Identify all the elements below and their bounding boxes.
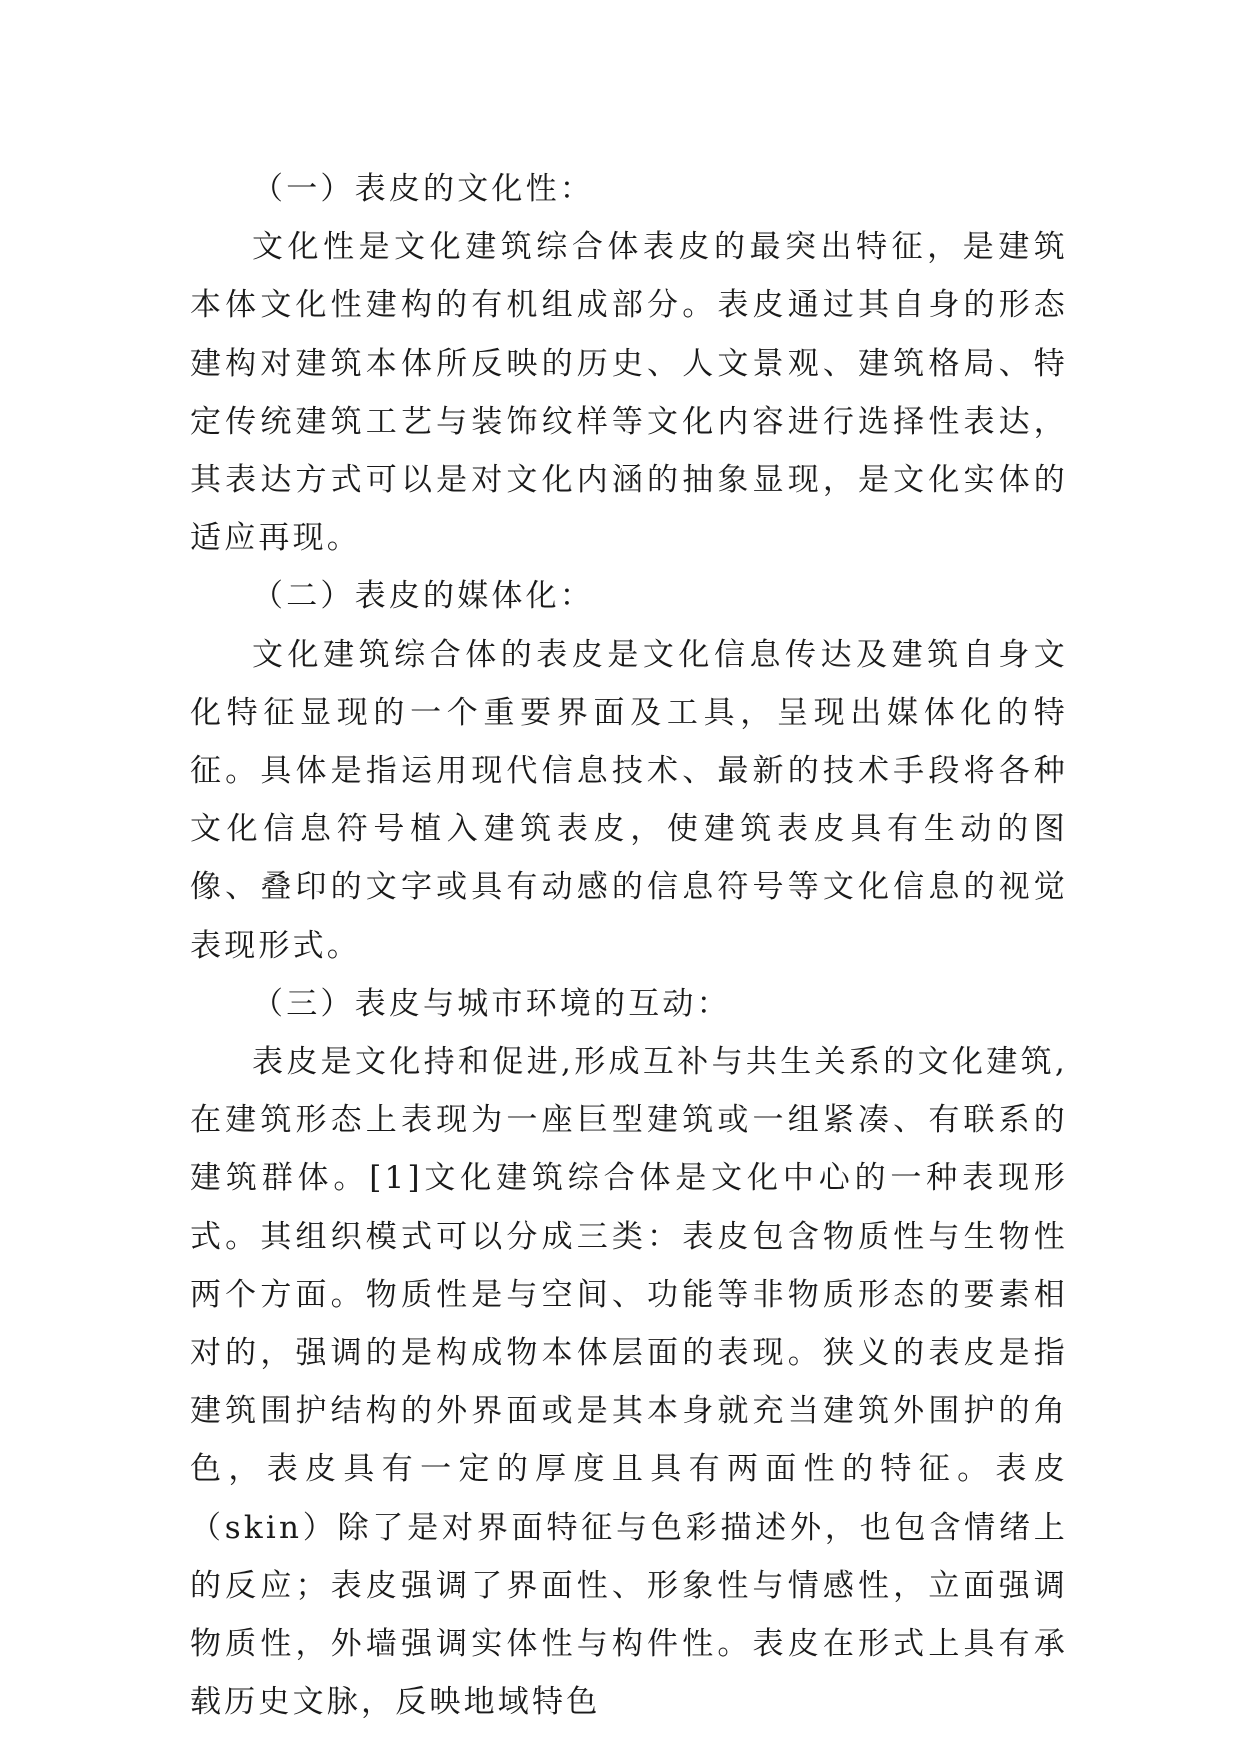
section-heading-3: （三）表皮与城市环境的互动： (252, 985, 731, 1022)
section-heading-1: （一）表皮的文化性： (252, 171, 594, 207)
section-paragraph-2: 文化建筑综合体的表皮是文化信息传达及建筑自身文化特征显现的一个重要界面及工具，呈现出媒体化的特征。具体是指运用现代信息技术、最新的技术手段将各种文化信息符号植入建筑表皮，使建筑表皮具有生动的图像、叠印的文字或具有动感的信息符号等文化信息的视觉表现形式。 (190, 636, 1068, 964)
section-paragraph-3: 表皮是文化持和促进,形成互补与共生关系的文化建筑,在建筑形态上表现为一座巨型建筑或一组紧凑、有联系的建筑群体。[1]文化建筑综合体是文化中心的一种表现形式。其组织模式可以分成三类：表皮包含物质性与生物性两个方面。物质性是与空间、功能等非物质形态的要素相对的，强调的是构成物本体层面的表现。狭义的表皮是指建筑围护结构的外界面或是其本身就充当建筑外围护的角色，表皮具有一定的厚度且具有两面性的特征。表皮（skin）除了是对界面特征与色彩描述外，也包含情绪上的反应；表皮强调了界面性、形象性与情感性，立面强调物质性，外墙强调实体性与构件性。表皮在形式上具有承载历史文脉，反映地域特色 (190, 1044, 1068, 1721)
document-body (190, 160, 1068, 1731)
section-paragraph-1: 文化性是文化建筑综合体表皮的最突出特征，是建筑本体文化性建构的有机组成部分。表皮通过其自身的形态建构对建筑本体所反映的历史、人文景观、建筑格局、特定传统建筑工艺与装饰纹样等文化内容进行选择性表达，其表达方式可以是对文化内涵的抽象显现，是文化实体的适应再现。 (190, 229, 1068, 557)
section-heading-2: （二）表皮的媒体化： (252, 578, 594, 615)
